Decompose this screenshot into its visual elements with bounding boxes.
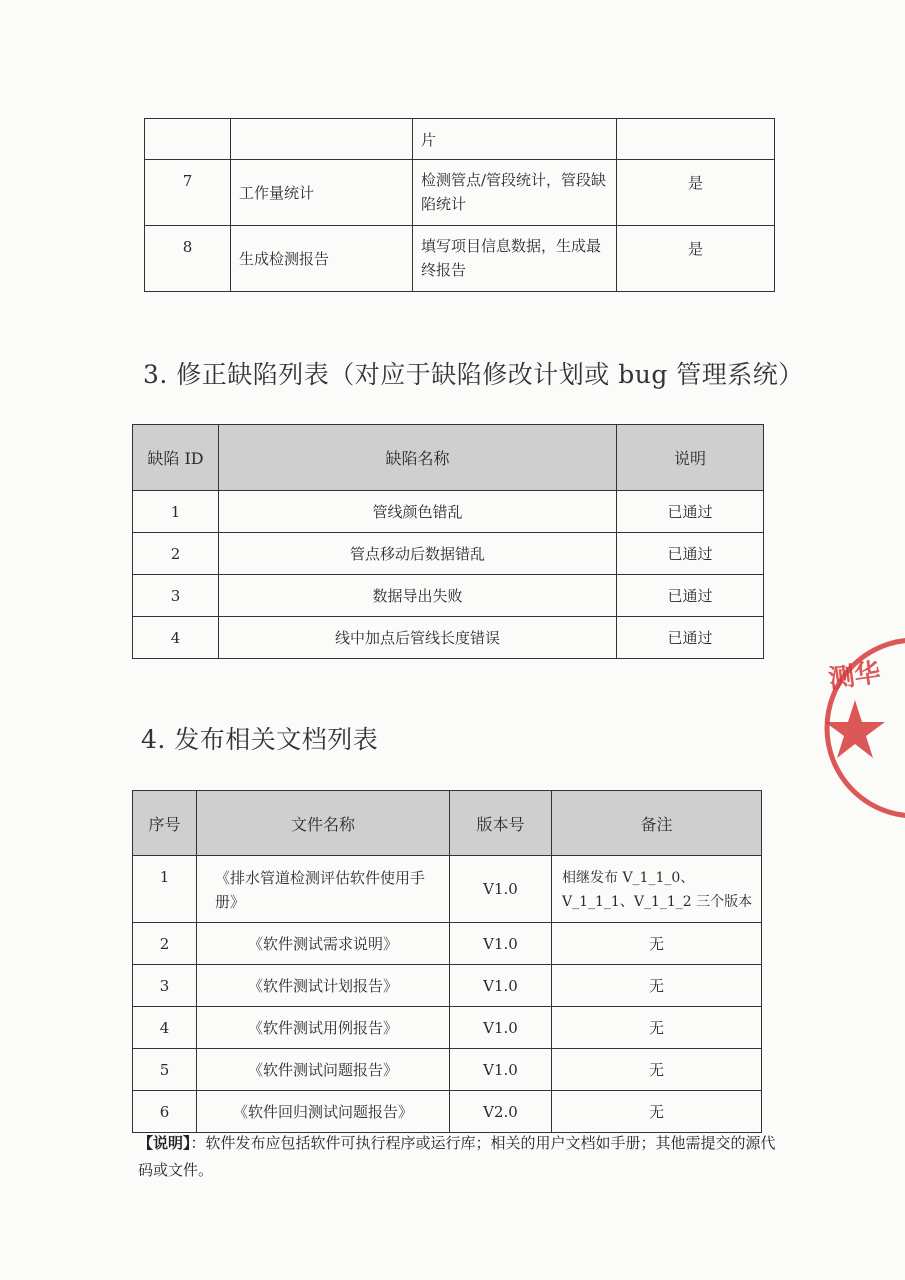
defect-id: 1 (133, 491, 219, 533)
table-row (133, 1007, 762, 1049)
col-header-defect-id: 缺陷 ID (133, 425, 219, 491)
col-header-file-name: 文件名称 (197, 791, 450, 856)
defect-table (132, 424, 764, 659)
table-row (133, 1049, 762, 1091)
seal-graphic (800, 630, 905, 830)
table-row (133, 575, 764, 617)
table-row (145, 226, 775, 292)
doc-name: 《软件测试计划报告》 (197, 965, 450, 1007)
col-header-no: 序号 (133, 791, 197, 856)
doc-remark: 无 (552, 1007, 762, 1049)
document-table (132, 790, 762, 1133)
table-row (133, 856, 762, 923)
defect-id: 2 (133, 533, 219, 575)
doc-no: 6 (133, 1091, 197, 1133)
doc-name: 《软件测试用例报告》 (197, 1007, 450, 1049)
doc-no: 3 (133, 965, 197, 1007)
defect-id: 3 (133, 575, 219, 617)
row-number: 8 (145, 226, 231, 292)
doc-version: V2.0 (450, 1091, 552, 1133)
table-row (133, 1091, 762, 1133)
doc-remark: 无 (552, 923, 762, 965)
doc-remark: 无 (552, 1091, 762, 1133)
doc-no: 2 (133, 923, 197, 965)
section-4-title: 4. 发布相关文档列表 (141, 725, 379, 754)
feature-desc: 片 (413, 119, 617, 160)
col-header-defect-name: 缺陷名称 (219, 425, 617, 491)
doc-no: 4 (133, 1007, 197, 1049)
table-header-row (133, 791, 762, 856)
table-row (145, 119, 775, 160)
table-row (133, 923, 762, 965)
feature-name (231, 119, 413, 160)
footnote (138, 1130, 788, 1184)
official-seal (800, 630, 905, 834)
defect-name: 线中加点后管线长度错误 (219, 617, 617, 659)
feature-desc: 填写项目信息数据，生成最终报告 (413, 226, 617, 292)
defect-name: 数据导出失败 (219, 575, 617, 617)
doc-remark: 相继发布 V_1_1_0、V_1_1_1、V_1_1_2 三个版本 (552, 856, 762, 923)
col-header-remark: 说明 (617, 425, 764, 491)
table-row (133, 533, 764, 575)
feature-desc: 检测管点/管段统计，管段缺陷统计 (413, 160, 617, 226)
doc-name: 《排水管道检测评估软件使用手册》 (197, 856, 450, 923)
doc-version: V1.0 (450, 856, 552, 923)
defect-status: 已通过 (617, 575, 764, 617)
feature-flag: 是 (617, 226, 775, 292)
doc-version: V1.0 (450, 923, 552, 965)
doc-version: V1.0 (450, 965, 552, 1007)
defect-id: 4 (133, 617, 219, 659)
footnote-text: ：软件发布应包括软件可执行程序或运行库；相关的用户文档如手册；其他需提交的源代码或文件。 (138, 1134, 776, 1179)
table-row (145, 160, 775, 226)
doc-version: V1.0 (450, 1049, 552, 1091)
section-3-title: 3. 修正缺陷列表（对应于缺陷修改计划或 bug 管理系统） (143, 360, 804, 389)
doc-version: V1.0 (450, 1007, 552, 1049)
doc-remark: 无 (552, 1049, 762, 1091)
footnote-label: 【说明】 (138, 1134, 191, 1152)
feature-flag (617, 119, 775, 160)
col-header-remark: 备注 (552, 791, 762, 856)
svg-text:测华: 测华 (826, 657, 883, 695)
row-number (145, 119, 231, 160)
row-number: 7 (145, 160, 231, 226)
table-row (133, 617, 764, 659)
table-row (133, 491, 764, 533)
defect-status: 已通过 (617, 533, 764, 575)
table-header-row (133, 425, 764, 491)
defect-status: 已通过 (617, 617, 764, 659)
feature-table (144, 118, 775, 292)
feature-flag: 是 (617, 160, 775, 226)
defect-name: 管线颜色错乱 (219, 491, 617, 533)
col-header-version: 版本号 (450, 791, 552, 856)
doc-name: 《软件回归测试问题报告》 (197, 1091, 450, 1133)
doc-no: 5 (133, 1049, 197, 1091)
feature-name: 生成检测报告 (231, 226, 413, 292)
defect-name: 管点移动后数据错乱 (219, 533, 617, 575)
table-row (133, 965, 762, 1007)
defect-status: 已通过 (617, 491, 764, 533)
doc-name: 《软件测试问题报告》 (197, 1049, 450, 1091)
doc-remark: 无 (552, 965, 762, 1007)
feature-name: 工作量统计 (231, 160, 413, 226)
doc-no: 1 (133, 856, 197, 923)
doc-name: 《软件测试需求说明》 (197, 923, 450, 965)
